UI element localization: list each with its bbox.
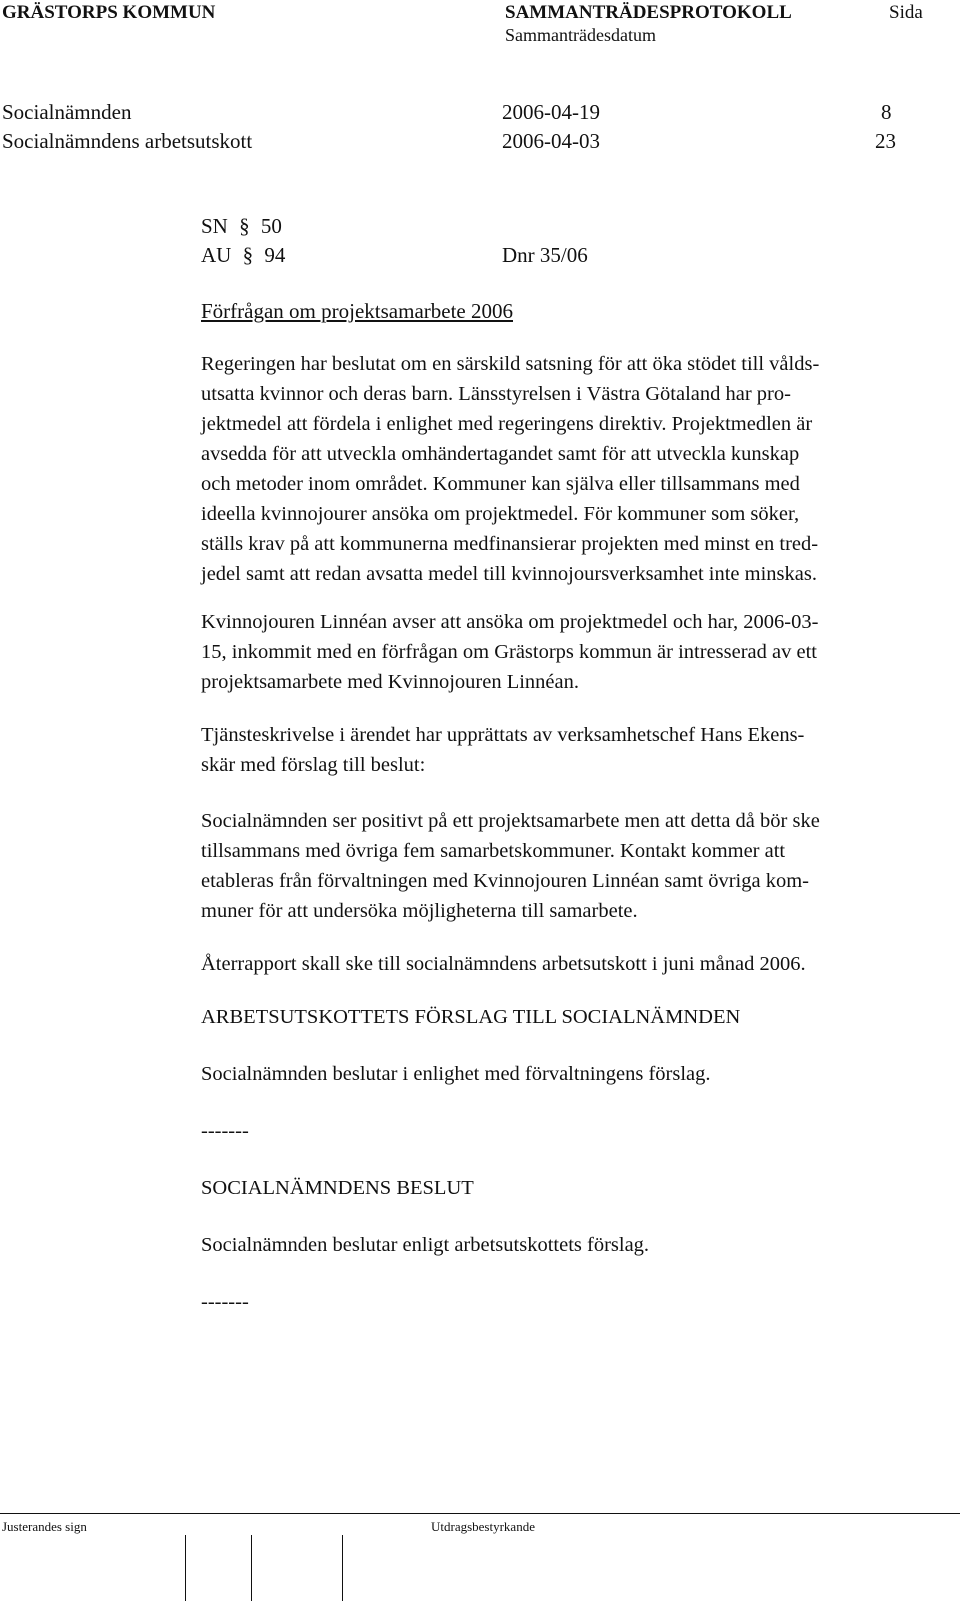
paragraph-request: [201, 607, 946, 697]
text-line: muner för att undersöka möjligheterna till samarbete.: [201, 900, 638, 922]
signature-box-divider: [251, 1535, 252, 1601]
separator: -------: [201, 1120, 249, 1142]
footer-signature-label: Justerandes sign: [2, 1519, 87, 1534]
paragraph-report: [201, 949, 946, 979]
section-symbol: §: [242, 243, 254, 267]
au-reference: [201, 243, 285, 268]
meeting-page-2: 23: [875, 129, 896, 153]
text-line: Socialnämnden ser positivt på ett projektsamarbete men att detta då bör ske: [201, 810, 820, 832]
protocol-title: SAMMANTRÄDESPROTOKOLL: [505, 2, 792, 23]
text-line: etableras från förvaltningen med Kvinnojouren Linnéan samt övriga kom-: [201, 870, 809, 892]
text-line: jektmedel att fördela i enlighet med regeringens direktiv. Projektmedlen är: [201, 413, 813, 435]
meeting-date-label: Sammanträdesdatum: [505, 25, 656, 45]
meeting-date-2: 2006-04-03: [502, 129, 600, 153]
text-line: skär med förslag till beslut:: [201, 754, 426, 776]
paragraph-background: [201, 349, 946, 589]
dnr-reference: Dnr 35/06: [502, 243, 588, 267]
sn-number: 50: [260, 214, 282, 238]
municipality-name: GRÄSTORPS KOMMUN: [2, 2, 216, 23]
text-line: projektsamarbete med Kvinnojouren Linnéan.: [201, 671, 579, 693]
section-symbol: §: [239, 214, 250, 238]
text-line: ställs krav på att kommunerna medfinansierar projekten med minst en tred-: [201, 533, 819, 555]
text-line: jedel samt att redan avsatta medel till kvinnojoursverksamhet inte minskas.: [201, 563, 817, 585]
text-line: avsedda för att utveckla omhändertagandet samt för att utveckla kunskap: [201, 443, 800, 465]
text-line: Kvinnojouren Linnéan avser att ansöka om projektmedel och har, 2006-03-: [201, 611, 819, 633]
footer-extract-label: Utdragsbestyrkande: [431, 1519, 535, 1534]
text-line: 15, inkommit med en förfrågan om Grästorps kommun är intresserad av ett: [201, 641, 817, 663]
meeting-date-1: 2006-04-19: [502, 100, 600, 124]
text-line: Återrapport skall ske till socialnämndens arbetsutskott i juni månad 2006.: [201, 953, 806, 975]
signature-box-divider: [185, 1535, 186, 1601]
au-proposal-heading: ARBETSUTSKOTTETS FÖRSLAG TILL SOCIALNÄMNDEN: [201, 1006, 741, 1028]
sn-reference: [201, 214, 282, 239]
paragraph-memo: [201, 720, 946, 780]
meeting-body-1: Socialnämnden: [2, 100, 132, 124]
meeting-body-2: Socialnämndens arbetsutskott: [2, 129, 253, 153]
text-line: och metoder inom området. Kommuner kan själva eller tillsammans med: [201, 473, 800, 495]
signature-box-divider: [342, 1535, 343, 1601]
case-title: Förfrågan om projektsamarbete 2006: [201, 299, 513, 323]
au-prefix: AU: [201, 243, 232, 267]
sn-decision-heading: SOCIALNÄMNDENS BESLUT: [201, 1177, 474, 1199]
au-number: 94: [264, 243, 286, 267]
sn-prefix: SN: [201, 214, 228, 238]
text-line: Tjänsteskrivelse i ärendet har upprättats av verksamhetschef Hans Ekens-: [201, 724, 805, 746]
text-line: ideella kvinnojourer ansöka om projektmedel. För kommuner som söker,: [201, 503, 800, 525]
page-label: Sida: [889, 2, 923, 23]
au-proposal-text: Socialnämnden beslutar i enlighet med förvaltningens förslag.: [201, 1063, 711, 1085]
text-line: utsatta kvinnor och deras barn. Länsstyrelsen i Västra Götaland har pro-: [201, 383, 791, 405]
meeting-page-1: 8: [881, 100, 892, 124]
separator: -------: [201, 1291, 249, 1313]
text-line: tillsammans med övriga fem samarbetskommuner. Kontakt kommer att: [201, 840, 786, 862]
sn-decision-text: Socialnämnden beslutar enligt arbetsutskottets förslag.: [201, 1234, 650, 1256]
footer-rule: [0, 1513, 960, 1514]
paragraph-proposal: [201, 806, 946, 926]
text-line: Regeringen har beslutat om en särskild satsning för att öka stödet till vålds-: [201, 353, 820, 375]
